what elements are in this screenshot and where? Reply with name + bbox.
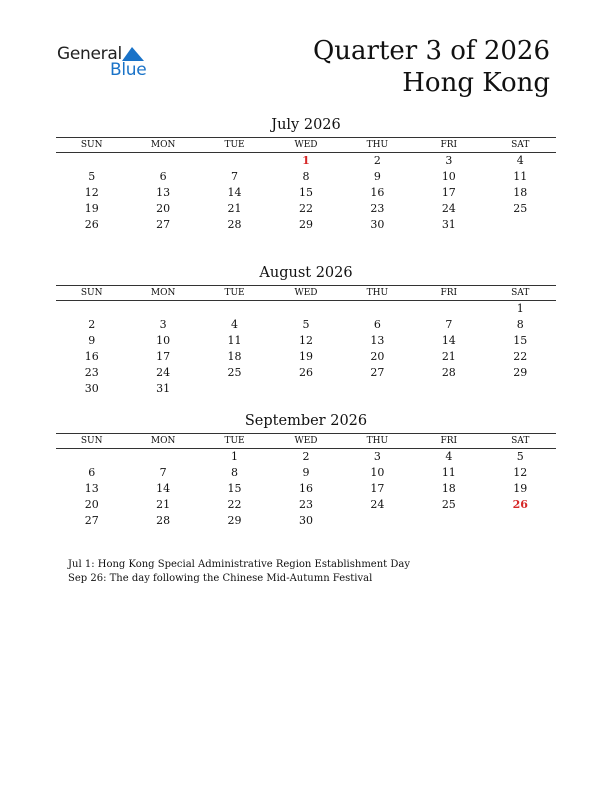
day-cell: 30 xyxy=(298,514,313,527)
day-cell: 14 xyxy=(227,186,242,199)
day-cell: 10 xyxy=(441,170,456,183)
day-cell: 13 xyxy=(156,186,171,199)
week-row xyxy=(56,185,556,201)
holiday-day-cell: 1 xyxy=(302,154,310,167)
day-cell: 13 xyxy=(370,334,385,347)
day-cell: 10 xyxy=(370,466,385,479)
day-cell: 20 xyxy=(156,202,171,215)
day-cell: 29 xyxy=(227,514,242,527)
day-cell: 25 xyxy=(513,202,528,215)
week-row xyxy=(56,153,556,169)
weekday-label: MON xyxy=(150,140,176,150)
empty-day-cell xyxy=(127,153,198,169)
day-cell: 13 xyxy=(84,482,99,495)
empty-day-cell xyxy=(199,381,270,397)
day-cell: 7 xyxy=(445,318,453,331)
day-cell: 27 xyxy=(370,366,385,379)
day-cell: 22 xyxy=(513,350,528,363)
week-row xyxy=(56,333,556,349)
week-row xyxy=(56,513,556,529)
empty-day-cell xyxy=(342,513,413,529)
empty-day-cell xyxy=(127,301,198,317)
day-cell: 21 xyxy=(156,498,171,511)
weekday-label: SUN xyxy=(80,140,103,150)
day-cell: 21 xyxy=(441,350,456,363)
day-cell: 3 xyxy=(445,154,453,167)
day-cell: 5 xyxy=(302,318,310,331)
day-cell: 2 xyxy=(302,450,310,463)
weekday-label: TUE xyxy=(224,140,245,150)
holiday-note: Sep 26: The day following the Chinese Mid-Autumn Festival xyxy=(68,573,373,584)
week-row xyxy=(56,349,556,365)
day-cell: 11 xyxy=(441,466,456,479)
holiday-note: Jul 1: Hong Kong Special Administrative Region Establishment Day xyxy=(68,559,410,570)
weekday-label: WED xyxy=(294,436,318,446)
week-row xyxy=(56,497,556,513)
weekday-label: FRI xyxy=(440,288,458,298)
day-cell: 18 xyxy=(441,482,456,495)
weekday-label: SUN xyxy=(80,288,103,298)
empty-day-cell xyxy=(56,301,127,317)
day-cell: 7 xyxy=(231,170,239,183)
week-row xyxy=(56,301,556,317)
day-cell: 5 xyxy=(516,450,524,463)
day-cell: 9 xyxy=(302,466,310,479)
day-cell: 4 xyxy=(516,154,524,167)
empty-day-cell xyxy=(485,217,556,233)
logo-triangle-icon xyxy=(122,47,144,61)
region-title: Hong Kong xyxy=(402,68,550,98)
day-cell: 18 xyxy=(227,350,242,363)
day-cell: 12 xyxy=(298,334,313,347)
weekday-label: WED xyxy=(294,140,318,150)
weekday-label: SAT xyxy=(511,288,530,298)
weekday-label: SAT xyxy=(511,436,530,446)
day-cell: 31 xyxy=(156,382,171,395)
holiday-day-cell: 26 xyxy=(512,498,528,511)
day-cell: 7 xyxy=(159,466,167,479)
page-title: Quarter 3 of 2026 xyxy=(312,36,550,66)
empty-day-cell xyxy=(485,381,556,397)
day-cell: 19 xyxy=(513,482,528,495)
month-title: July 2026 xyxy=(271,117,341,133)
weekday-label: THU xyxy=(366,436,389,446)
empty-day-cell xyxy=(56,153,127,169)
empty-day-cell xyxy=(413,513,484,529)
day-cell: 17 xyxy=(441,186,456,199)
weekday-label: SUN xyxy=(80,436,103,446)
day-cell: 18 xyxy=(513,186,528,199)
day-cell: 5 xyxy=(88,170,96,183)
day-cell: 16 xyxy=(84,350,99,363)
day-cell: 21 xyxy=(227,202,242,215)
month-title: September 2026 xyxy=(244,413,368,429)
empty-day-cell xyxy=(270,381,341,397)
day-cell: 3 xyxy=(373,450,381,463)
month-july xyxy=(56,116,556,233)
week-row xyxy=(56,217,556,233)
empty-day-cell xyxy=(127,449,198,465)
day-cell: 3 xyxy=(159,318,167,331)
weekday-header xyxy=(56,434,556,449)
weekday-label: MON xyxy=(150,288,176,298)
week-row xyxy=(56,365,556,381)
day-cell: 12 xyxy=(84,186,99,199)
month-title: August 2026 xyxy=(259,265,353,281)
day-cell: 30 xyxy=(370,218,385,231)
day-cell: 22 xyxy=(227,498,242,511)
weekday-label: SAT xyxy=(511,140,530,150)
empty-day-cell xyxy=(413,381,484,397)
week-row xyxy=(56,317,556,333)
weekday-label: FRI xyxy=(440,140,458,150)
day-cell: 1 xyxy=(516,302,524,315)
weekday-header xyxy=(56,286,556,301)
day-cell: 17 xyxy=(370,482,385,495)
week-row xyxy=(56,465,556,481)
month-august xyxy=(56,264,556,397)
day-cell: 15 xyxy=(298,186,313,199)
day-cell: 9 xyxy=(88,334,96,347)
weekday-label: THU xyxy=(366,140,389,150)
month-september xyxy=(56,412,556,529)
weekday-label: TUE xyxy=(224,288,245,298)
day-cell: 23 xyxy=(370,202,385,215)
empty-day-cell xyxy=(199,301,270,317)
day-cell: 19 xyxy=(84,202,99,215)
day-cell: 29 xyxy=(513,366,528,379)
day-cell: 12 xyxy=(513,466,528,479)
day-cell: 20 xyxy=(370,350,385,363)
week-row xyxy=(56,449,556,465)
empty-day-cell xyxy=(342,301,413,317)
day-cell: 27 xyxy=(156,218,171,231)
day-cell: 22 xyxy=(298,202,313,215)
day-cell: 28 xyxy=(156,514,171,527)
day-cell: 10 xyxy=(156,334,171,347)
day-cell: 28 xyxy=(227,218,242,231)
day-cell: 4 xyxy=(445,450,453,463)
day-cell: 25 xyxy=(441,498,456,511)
day-cell: 24 xyxy=(441,202,456,215)
empty-day-cell xyxy=(56,449,127,465)
week-row xyxy=(56,381,556,397)
logo-blue-text: Blue xyxy=(110,60,147,80)
day-cell: 31 xyxy=(441,218,456,231)
day-cell: 23 xyxy=(84,366,99,379)
weekday-label: THU xyxy=(366,288,389,298)
day-cell: 15 xyxy=(513,334,528,347)
day-cell: 25 xyxy=(227,366,242,379)
day-cell: 6 xyxy=(159,170,167,183)
day-cell: 11 xyxy=(513,170,528,183)
day-cell: 8 xyxy=(231,466,239,479)
weekday-label: MON xyxy=(150,436,176,446)
week-row xyxy=(56,481,556,497)
day-cell: 9 xyxy=(373,170,381,183)
day-cell: 6 xyxy=(88,466,96,479)
holiday-notes xyxy=(68,558,410,586)
day-cell: 16 xyxy=(370,186,385,199)
day-cell: 28 xyxy=(441,366,456,379)
day-cell: 24 xyxy=(370,498,385,511)
day-cell: 15 xyxy=(227,482,242,495)
day-cell: 27 xyxy=(84,514,99,527)
day-cell: 26 xyxy=(298,366,313,379)
weekday-header xyxy=(56,138,556,153)
day-cell: 17 xyxy=(156,350,171,363)
day-cell: 29 xyxy=(298,218,313,231)
empty-day-cell xyxy=(199,153,270,169)
generalblue-logo xyxy=(57,44,167,84)
logo-general-text: General xyxy=(57,44,122,64)
day-cell: 20 xyxy=(84,498,99,511)
day-cell: 8 xyxy=(516,318,524,331)
day-cell: 16 xyxy=(298,482,313,495)
day-cell: 8 xyxy=(302,170,310,183)
day-cell: 2 xyxy=(88,318,96,331)
day-cell: 4 xyxy=(231,318,239,331)
week-row xyxy=(56,201,556,217)
day-cell: 11 xyxy=(227,334,242,347)
day-cell: 24 xyxy=(156,366,171,379)
weekday-label: FRI xyxy=(440,436,458,446)
empty-day-cell xyxy=(413,301,484,317)
day-cell: 6 xyxy=(373,318,381,331)
week-row xyxy=(56,169,556,185)
day-cell: 19 xyxy=(298,350,313,363)
empty-day-cell xyxy=(270,301,341,317)
day-cell: 23 xyxy=(298,498,313,511)
day-cell: 14 xyxy=(441,334,456,347)
day-cell: 2 xyxy=(373,154,381,167)
empty-day-cell xyxy=(485,513,556,529)
day-cell: 14 xyxy=(156,482,171,495)
day-cell: 1 xyxy=(231,450,239,463)
day-cell: 26 xyxy=(84,218,99,231)
weekday-label: WED xyxy=(294,288,318,298)
day-cell: 30 xyxy=(84,382,99,395)
weekday-label: TUE xyxy=(224,436,245,446)
empty-day-cell xyxy=(342,381,413,397)
